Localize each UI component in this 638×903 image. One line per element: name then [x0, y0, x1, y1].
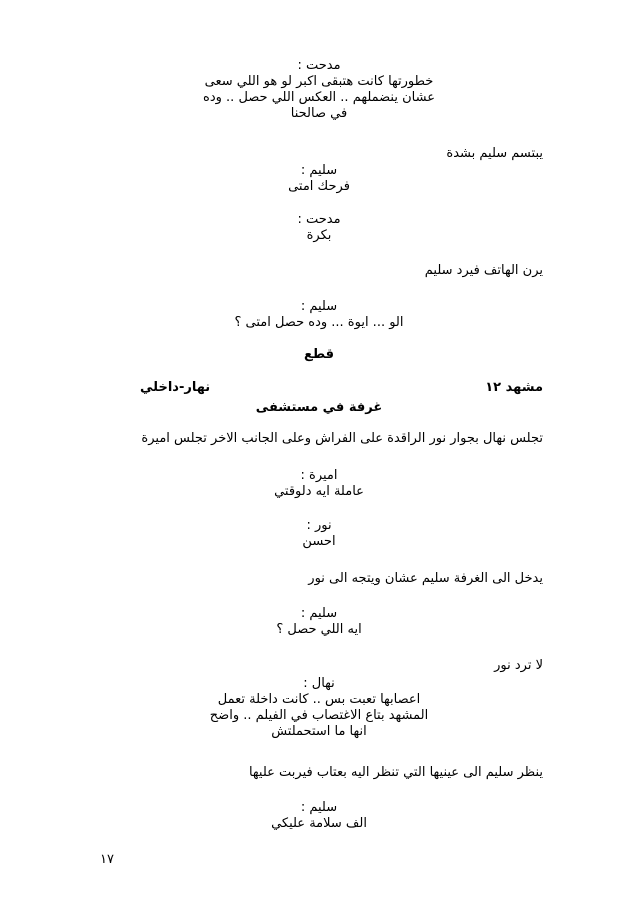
dialogue-block-amira — [0, 468, 638, 500]
speaker-name: نور : — [306, 518, 332, 533]
dialogue-line: بكرة — [306, 228, 332, 243]
action-line: يبتسم سليم بشدة — [446, 146, 543, 161]
cut-transition: قطع — [303, 347, 335, 362]
dialogue-line: انها ما استحملتش — [271, 724, 367, 739]
dialogue-line: اعصابها تعبت بس .. كانت داخلة تعمل — [217, 692, 421, 707]
action-line: ينظر سليم الى عينيها التي تنظر اليه بعتاب فيربت عليها — [248, 765, 543, 780]
dialogue-line: عشان ينضملهم .. العكس اللي حصل .. وده — [203, 90, 435, 105]
speaker-name: مدحت : — [297, 58, 341, 73]
scene-time: نهار-داخلي — [140, 380, 211, 395]
speaker-name: اميرة : — [300, 468, 338, 483]
action-line: يرن الهاتف فيرد سليم — [424, 263, 543, 278]
dialogue-block-nehal — [0, 676, 638, 740]
action-line: يدخل الى الغرفة سليم عشان ويتجه الى نور — [308, 571, 543, 586]
dialogue-line: خطورتها كانت هتبقى اكبر لو هو اللي سعى — [204, 74, 434, 89]
action-line: لا ترد نور — [494, 658, 543, 673]
dialogue-block-medhat-2 — [0, 212, 638, 244]
dialogue-line: فرحك امتى — [288, 179, 350, 194]
dialogue-block-salim-2 — [0, 299, 638, 331]
dialogue-block-salim-3 — [0, 606, 638, 638]
speaker-name: سليم : — [300, 299, 338, 314]
dialogue-line: الو ... ايوة ... وده حصل امتى ؟ — [234, 315, 404, 330]
dialogue-line: ايه اللي حصل ؟ — [276, 622, 362, 637]
dialogue-line: الف سلامة عليكي — [271, 816, 367, 831]
speaker-name: سليم : — [300, 163, 338, 178]
speaker-name: نهال : — [303, 676, 335, 691]
dialogue-line: احسن — [302, 534, 336, 549]
scene-number: مشهد ١٢ — [485, 380, 543, 395]
speaker-name: مدحت : — [297, 212, 341, 227]
scene-location: غرفة في مستشفى — [255, 400, 383, 415]
dialogue-block-salim-4 — [0, 800, 638, 832]
speaker-name: سليم : — [300, 800, 338, 815]
dialogue-line: عاملة ايه دلوقتي — [274, 484, 364, 499]
speaker-name: سليم : — [300, 606, 338, 621]
dialogue-line: المشهد بتاع الاغتصاب في الفيلم .. واضح — [209, 708, 429, 723]
dialogue-block-nour — [0, 518, 638, 550]
dialogue-block-salim-1 — [0, 163, 638, 195]
scene-heading — [0, 380, 638, 396]
action-line: تجلس نهال بجوار نور الراقدة على الفراش وعلى الجانب الاخر تجلس اميرة — [141, 431, 543, 446]
page-number: ١٧ — [100, 852, 114, 867]
dialogue-line: في صالحنا — [290, 106, 348, 121]
dialogue-block-medhat-1 — [0, 58, 638, 122]
